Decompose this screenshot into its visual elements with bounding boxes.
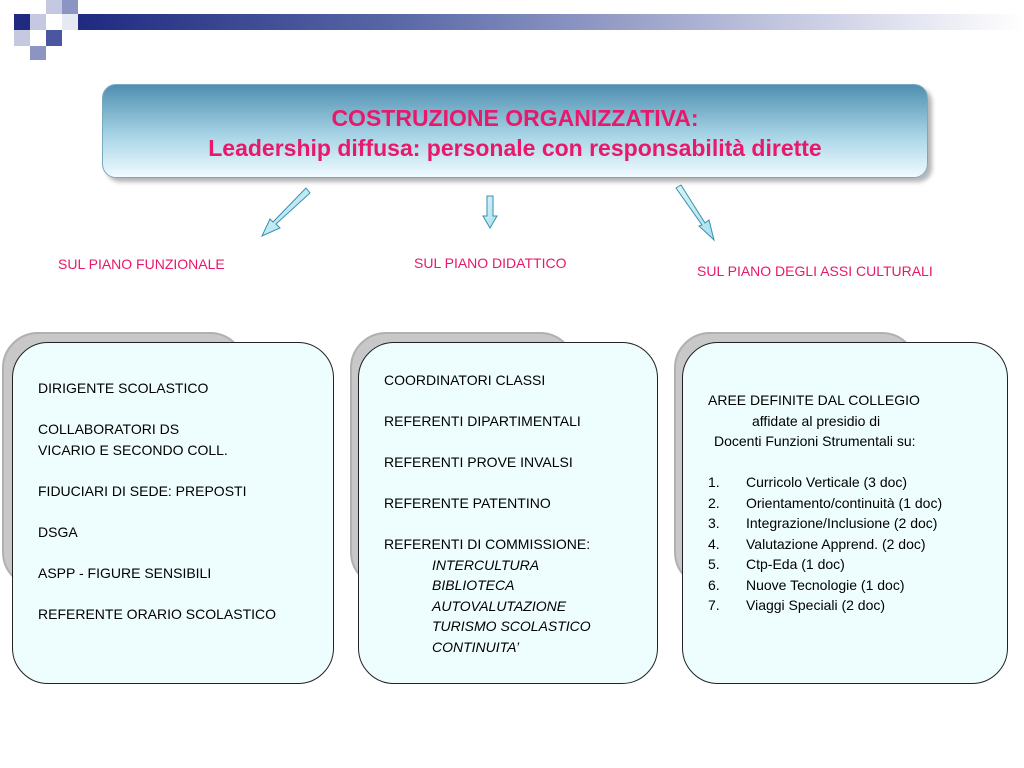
item-text: Curricolo Verticale (3 doc) xyxy=(746,474,908,490)
list-item: REFERENTE ORARIO SCOLASTICO xyxy=(38,605,277,622)
list-item: REFERENTI PROVE INVALSI xyxy=(384,454,573,470)
item-number: 6. xyxy=(708,576,720,593)
cultural-axes-list xyxy=(708,390,1008,616)
list-item: COORDINATORI CLASSI xyxy=(384,372,546,388)
item-number: 3. xyxy=(708,515,720,531)
list-item xyxy=(708,472,1008,493)
commission-item: TURISMO SCOLASTICO xyxy=(432,618,591,634)
list-item: COLLABORATORI DS xyxy=(38,421,180,437)
item-text: Valutazione Apprend. (2 doc) xyxy=(746,535,926,552)
list-item: DSGA xyxy=(38,523,78,540)
arrow-left-icon xyxy=(262,188,310,236)
list-item: ASPP - FIGURE SENSIBILI xyxy=(38,564,212,581)
item-number: 1. xyxy=(708,474,720,490)
list-item: REFERENTE PATENTINO xyxy=(384,495,551,511)
list-item xyxy=(708,513,1008,534)
heading-functional: SUL PIANO FUNZIONALE xyxy=(58,256,225,272)
banner-subtitle: Leadership diffusa: personale con responsabilità dirette xyxy=(208,135,822,161)
commission-item: AUTOVALUTAZIONE xyxy=(432,597,567,614)
item-number: 7. xyxy=(708,597,720,613)
item-text: Nuove Tecnologie (1 doc) xyxy=(746,576,905,593)
item-text: Viaggi Speciali (2 doc) xyxy=(746,597,886,613)
item-number: 4. xyxy=(708,535,720,552)
item-number: 5. xyxy=(708,556,720,572)
heading-didactic: SUL PIANO DIDATTICO xyxy=(414,255,567,271)
commission-item: INTERCULTURA xyxy=(432,556,540,573)
list-item: FIDUCIARI DI SEDE: PREPOSTI xyxy=(38,482,247,499)
list-item: REFERENTI DIPARTIMENTALI xyxy=(384,413,581,429)
commission-item: BIBLIOTECA xyxy=(432,577,515,593)
functional-list xyxy=(38,378,276,624)
list-item xyxy=(708,554,1008,575)
areas-intro: AREE DEFINITE DAL COLLEGIO xyxy=(708,392,920,408)
list-item: REFERENTI DI COMMISSIONE: xyxy=(384,536,591,552)
list-item: VICARIO E SECONDO COLL. xyxy=(38,441,228,458)
list-item xyxy=(708,493,1008,514)
commission-item: CONTINUITA’ xyxy=(432,638,520,655)
arrow-right-icon xyxy=(676,185,714,240)
item-number: 2. xyxy=(708,494,720,511)
banner-title: COSTRUZIONE ORGANIZZATIVA: xyxy=(331,105,699,131)
item-text: Integrazione/Inclusione (2 doc) xyxy=(746,515,938,531)
list-item xyxy=(708,534,1008,555)
item-text: Orientamento/continuità (1 doc) xyxy=(746,494,943,511)
arrow-down-icon xyxy=(483,196,497,228)
areas-intro: affidate al presidio di xyxy=(752,412,881,429)
list-item xyxy=(708,575,1008,596)
heading-cultural-axes: SUL PIANO DEGLI ASSI CULTURALI xyxy=(697,263,933,279)
list-item xyxy=(708,595,1008,616)
list-item: DIRIGENTE SCOLASTICO xyxy=(38,380,209,396)
didactic-list xyxy=(384,370,591,657)
areas-intro: Docenti Funzioni Strumentali su: xyxy=(714,433,916,449)
item-text: Ctp-Eda (1 doc) xyxy=(746,556,845,572)
